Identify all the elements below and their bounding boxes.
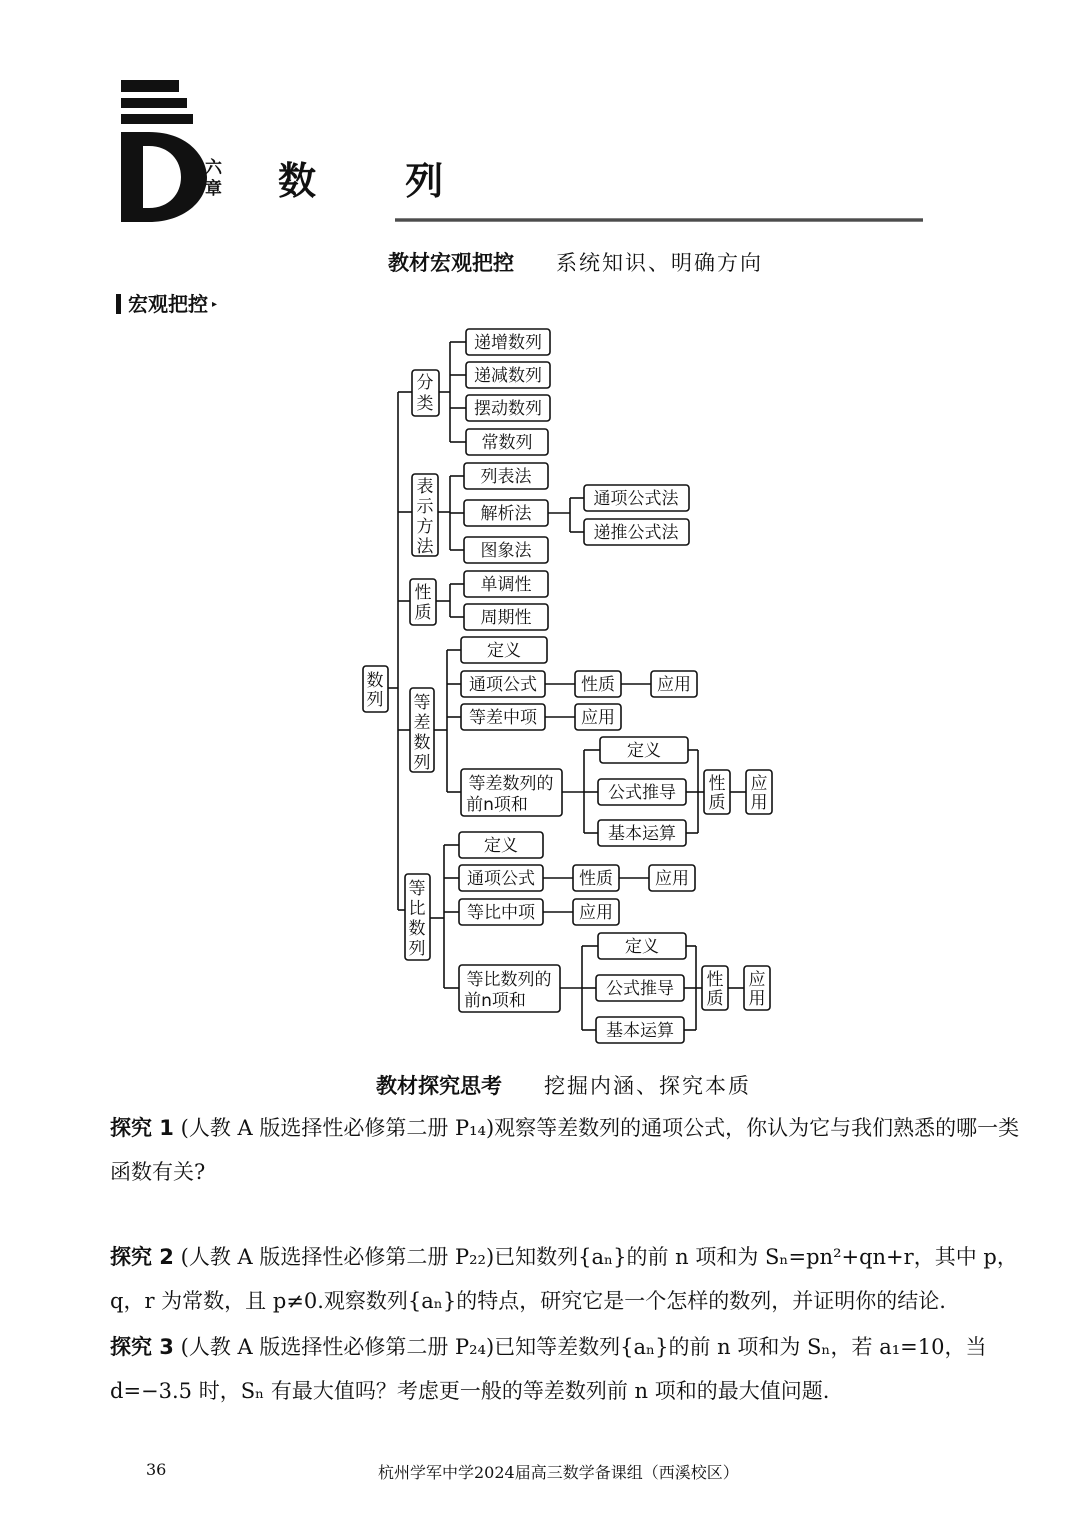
tree-branch: 表 (416, 477, 434, 497)
tree-leaf: 应用 (579, 903, 613, 923)
tree-leaf: 等差中项 (469, 708, 537, 728)
tree-branch: 示 (416, 497, 434, 517)
macro-label-text: 宏观把控 (128, 292, 208, 316)
tree-leaf: 通项公式法 (593, 489, 679, 509)
tree-leaf: 应 (750, 774, 768, 794)
tree-leaf: 质 (706, 989, 724, 1009)
exploration-label: 探究 1 (110, 1116, 174, 1140)
tree-leaf: 解析法 (480, 504, 532, 524)
section-heading (388, 247, 763, 277)
tree-leaf: 等比数列的 (466, 970, 552, 990)
exploration-label: 探究 3 (110, 1335, 174, 1359)
header-divider (395, 218, 923, 222)
tree-root: 数 (366, 671, 384, 691)
tree-leaf: 递增数列 (474, 333, 542, 353)
tree-branch: 差 (413, 713, 431, 733)
triangle-icon: ▸ (212, 299, 218, 310)
macro-label (116, 288, 217, 317)
exploration-label: 探究 2 (110, 1245, 174, 1269)
tree-branch: 法 (416, 537, 434, 557)
tree-branch: 数 (413, 733, 431, 753)
chapter-title: 数 列 (278, 159, 482, 203)
knowledge-tree (355, 325, 785, 1050)
tree-branch: 方 (416, 517, 434, 537)
tree-leaf: 通项公式 (467, 869, 535, 889)
exploration-2 (110, 1235, 1030, 1323)
exploration-text: (人教 A 版选择性必修第二册 P₁₄)观察等差数列的通项公式，你认为它与我们熟悉的哪一类函数有关? (110, 1116, 1020, 1184)
tree-leaf: 定义 (487, 641, 521, 661)
tree-leaf: 应用 (581, 708, 615, 728)
tree-leaf: 周期性 (480, 608, 532, 628)
section-subtitle: 挖掘内涵、探究本质 (544, 1074, 751, 1098)
tree-leaf: 基本运算 (606, 1021, 674, 1041)
tree-root: 列 (366, 690, 384, 710)
tree-leaf: 用 (748, 989, 766, 1009)
tree-leaf: 应 (748, 970, 766, 990)
tree-leaf: 性质 (581, 675, 615, 695)
tree-branch: 性 (414, 583, 432, 603)
section-title: 教材宏观把控 (388, 251, 514, 275)
exploration-1 (110, 1106, 1030, 1194)
label-bar-icon (116, 294, 121, 314)
tree-leaf: 公式推导 (608, 783, 676, 803)
tree-leaf: 质 (708, 793, 726, 813)
tree-branch: 质 (414, 603, 432, 623)
chapter-label-char: 章 (205, 179, 222, 199)
tree-leaf: 性质 (579, 869, 613, 889)
chapter-label-char: 六 (205, 158, 222, 178)
section-subtitle: 系统知识、明确方向 (556, 251, 763, 275)
tree-leaf: 性 (706, 970, 724, 990)
tree-leaf: 用 (750, 793, 768, 813)
tree-leaf: 前n项和 (466, 795, 528, 815)
tree-branch: 比 (408, 899, 426, 919)
chapter-label (205, 158, 227, 200)
tree-branch: 数 (408, 919, 426, 939)
tree-leaf: 图象法 (480, 541, 532, 561)
chapter-number-icon (121, 80, 211, 222)
tree-leaf: 递推公式法 (593, 523, 679, 543)
tree-branch: 分 (416, 373, 434, 393)
exploration-text: (人教 A 版选择性必修第二册 P₂₄)已知等差数列{aₙ}的前 n 项和为 Sₙ，若 a₁=10，当 d=−3.5 时，Sₙ 有最大值吗？考虑更一般的等差数列前 n 项和的最大值问题. (110, 1335, 987, 1403)
tree-leaf: 基本运算 (608, 824, 676, 844)
tree-leaf: 单调性 (480, 575, 532, 595)
tree-branch: 等 (408, 879, 426, 899)
tree-leaf: 前n项和 (464, 991, 526, 1011)
footer-text: 杭州学军中学2024届高三数学备课组（西溪校区） (378, 1463, 739, 1482)
tree-leaf: 定义 (625, 937, 659, 957)
tree-leaf: 摆动数列 (474, 399, 542, 419)
tree-leaf: 定义 (484, 836, 518, 856)
tree-leaf: 列表法 (480, 467, 532, 487)
tree-leaf: 应用 (655, 869, 689, 889)
tree-leaf: 常数列 (481, 433, 533, 453)
tree-leaf: 定义 (627, 741, 661, 761)
tree-branch: 列 (408, 939, 426, 959)
tree-leaf: 通项公式 (469, 675, 537, 695)
tree-leaf: 应用 (657, 675, 691, 695)
exploration-text: (人教 A 版选择性必修第二册 P₂₂)已知数列{aₙ}的前 n 项和为 Sₙ=pn²+qn+r，其中 p，q，r 为常数，且 p≠0.观察数列{aₙ}的特点，研究它是一个怎样的数列，并证明你的结论. (110, 1245, 1018, 1313)
page-number: 36 (146, 1460, 167, 1479)
exploration-3 (110, 1325, 1030, 1413)
tree-leaf: 递减数列 (474, 366, 542, 386)
tree-branch: 列 (413, 753, 431, 773)
tree-branch: 类 (416, 394, 434, 414)
tree-leaf: 等比中项 (467, 903, 535, 923)
section-title: 教材探究思考 (376, 1074, 502, 1098)
tree-branch: 等 (413, 693, 431, 713)
section-heading (376, 1070, 751, 1100)
tree-leaf: 公式推导 (606, 979, 674, 999)
tree-leaf: 性 (708, 774, 726, 794)
tree-leaf: 等差数列的 (468, 774, 554, 794)
